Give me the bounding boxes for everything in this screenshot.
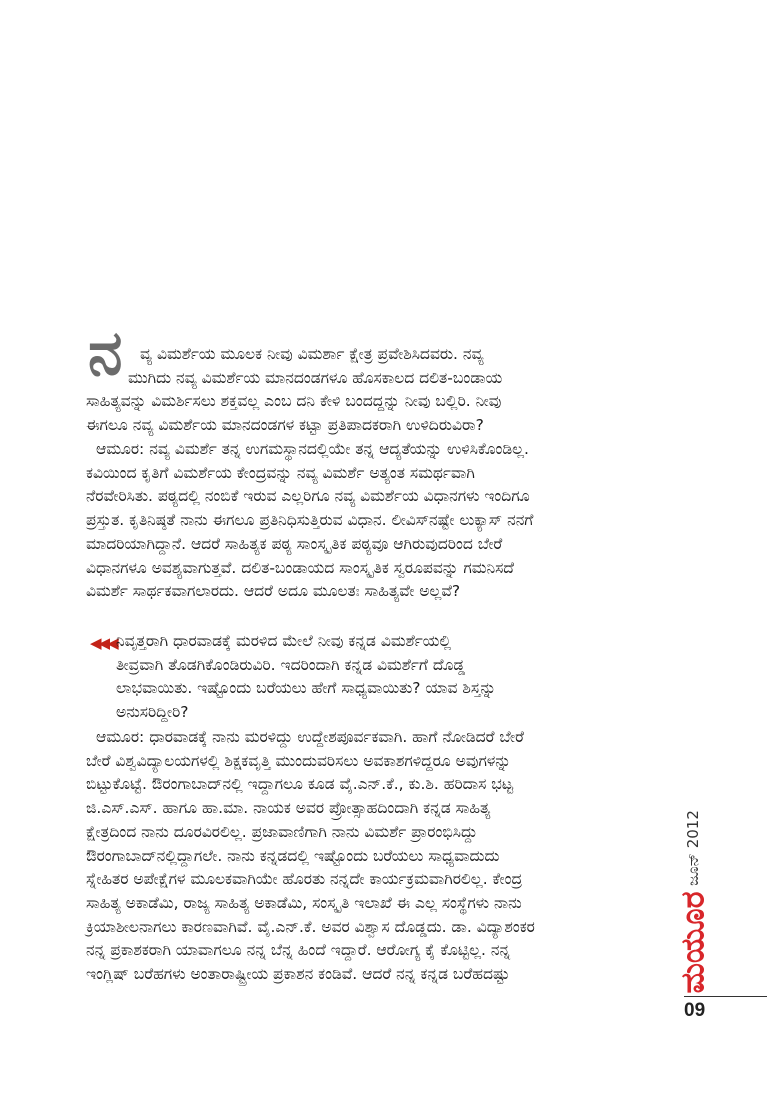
text-line: ಕ್ಷೇತ್ರದಿಂದ ನಾನು ದೂರವಿರಲಿಲ್ಲ. ಪ್ರಜಾವಾಣಿಗಾಗಿ ನಾನು ವಿಮರ್ಶೆ ಪ್ರಾರಂಭಿಸಿದ್ದು xyxy=(86,822,478,841)
text-line: ಜಿ.ಎಸ್.ಎಸ್. ಹಾಗೂ ಹಾ.ಮಾ. ನಾಯಕ ಅವರ ಪ್ರೋತ್ಸಾಹದಿಂದಾಗಿ ಕನ್ನಡ ಸಾಹಿತ್ಯ xyxy=(86,799,491,818)
text-line: ಕವಿಯಿಂದ ಕೃತಿಗೆ ವಿಮರ್ಶೆಯ ಕೇಂದ್ರವನ್ನು ನವ್ಯ ವಿಮರ್ಶೆ ಅತ್ಯಂತ ಸಮರ್ಥವಾಗಿ xyxy=(86,463,475,482)
text-line: ಬಿಟ್ಟುಕೊಟ್ಟೆ. ಔರಂಗಾಬಾದ್‌ನಲ್ಲಿ ಇದ್ದಾಗಲೂ ಕೂಡ ವೈ.ಎನ್.ಕೆ., ಕು.ಶಿ. ಹರಿದಾಸ ಭಟ್ಟ xyxy=(86,775,514,794)
intro-question xyxy=(86,343,666,438)
text-line: ಇಂಗ್ಲಿಷ್ ಬರೆಹಗಳು ಅಂತಾರಾಷ್ಟ್ರೀಯ ಪ್ರಕಾಶನ ಕಂಡಿವೆ. ಆದರೆ ನನ್ನ ಕನ್ನಡ ಬರೆಹದಷ್ಟು xyxy=(86,965,510,984)
text-line: ಆಮೂರ: ಧಾರವಾಡಕ್ಕೆ ನಾನು ಮರಳಿದ್ದು ಉದ್ದೇಶಪೂರ್ವಕವಾಗಿ. ಹಾಗೆ ನೋಡಿದರೆ ಬೇರೆ xyxy=(96,728,524,746)
question-marker-icon: ◀◀◀ xyxy=(90,634,116,652)
interview-question xyxy=(86,630,666,725)
page-number: 09 xyxy=(684,1000,706,1021)
footer-rule xyxy=(684,996,767,997)
text-line: ಲಾಭವಾಯಿತು. ಇಷ್ಟೊಂದು ಬರೆಯಲು ಹೇಗೆ ಸಾಧ್ಯವಾಯಿತು? ಯಾವ ಶಿಸ್ತನ್ನು xyxy=(116,679,497,698)
text-line: ವಿಮರ್ಶೆ ಸಾರ್ಥಕವಾಗಲಾರದು. ಆದರೆ ಅದೂ ಮೂಲತಃ ಸಾಹಿತ್ಯವೇ ಅಲ್ಲವೆ? xyxy=(86,582,461,601)
text-line: ಕ್ರಿಯಾಶೀಲನಾಗಲು ಕಾರಣವಾಗಿವೆ. ವೈ.ಎನ್.ಕೆ. ಅವರ ವಿಶ್ವಾಸ ದೊಡ್ಡದು. ಡಾ. ವಿದ್ಯಾಶಂಕರ xyxy=(86,917,535,936)
text-line: ತೀವ್ರವಾಗಿ ತೊಡಗಿಕೊಂಡಿರುವಿರಿ. ಇದರಿಂದಾಗಿ ಕನ್ನಡ ವಿಮರ್ಶೆಗೆ ದೊಡ್ಡ xyxy=(116,655,465,674)
text-line: ನನ್ನ ಪ್ರಕಾಶಕರಾಗಿ ಯಾವಾಗಲೂ ನನ್ನ ಬೆನ್ನ ಹಿಂದೆ ಇದ್ದಾರೆ. ಆರೋಗ್ಯ ಕೈ ಕೊಟ್ಟಿಲ್ಲ. ನನ್ನ xyxy=(86,941,511,960)
text-line: ಮಾದರಿಯಾಗಿದ್ದಾನೆ. ಆದರೆ ಸಾಹಿತ್ಯಕ ಪಠ್ಯ ಸಾಂಸ್ಕೃತಿಕ ಪಠ್ಯವೂ ಆಗಿರುವುದರಿಂದ ಬೇರೆ xyxy=(86,534,503,553)
text-line: ನೆರವೇರಿಸಿತು. ಪಠ್ಯದಲ್ಲಿ ನಂಬಿಕೆ ಇರುವ ಎಲ್ಲರಿಗೂ ನವ್ಯ ವಿಮರ್ಶೆಯ ವಿಧಾನಗಳು ಇಂದಿಗೂ xyxy=(86,487,530,506)
text-line: ಸ್ನೇಹಿತರ ಅಪೇಕ್ಷೆಗಳ ಮೂಲಕವಾಗಿಯೇ ಹೊರತು ನನ್ನದೇ ಕಾರ್ಯಕ್ರಮವಾಗಿರಲಿಲ್ಲ. ಕೇಂದ್ರ xyxy=(86,870,523,889)
text-line: ಆಮೂರ: ನವ್ಯ ವಿಮರ್ಶೆ ತನ್ನ ಉಗಮಸ್ಥಾನದಲ್ಲಿಯೇ ತನ್ನ ಆದ್ಯತೆಯನ್ನು ಉಳಿಸಿಕೊಂಡಿಲ್ಲ. xyxy=(96,440,529,458)
text-line: ಔರಂಗಾಬಾದ್‌ನಲ್ಲಿದ್ದಾಗಲೇ. ನಾನು ಕನ್ನಡದಲ್ಲಿ ಇಷ್ಟೊಂದು ಬರೆಯಲು ಸಾಧ್ಯವಾದುದು xyxy=(86,846,500,865)
issue-date xyxy=(675,800,711,896)
answer-paragraph-1 xyxy=(86,438,666,604)
magazine-name: ಮಯೂರ xyxy=(673,890,712,994)
answer-paragraph-2 xyxy=(86,726,666,987)
text-line: ಪ್ರಸ್ತುತ. ಕೃತಿನಿಷ್ಠತೆ ನಾನು ಈಗಲೂ ಪ್ರತಿನಿಧಿಸುತ್ತಿರುವ ವಿಧಾನ. ಲೀವಿಸ್‌ನಷ್ಟೇ ಲುಕ್ಯಾಸ್ ನನಗೆ xyxy=(86,511,534,530)
text-line: ಸಾಹಿತ್ಯ ಅಕಾಡೆಮಿ, ರಾಜ್ಯ ಸಾಹಿತ್ಯ ಅಕಾಡೆಮಿ, ಸಂಸ್ಕೃತಿ ಇಲಾಖೆ ಈ ಎಲ್ಲ ಸಂಸ್ಥೆಗಳು ನಾನು xyxy=(86,893,522,912)
magazine-logo xyxy=(664,890,722,994)
drop-cap: ನ xyxy=(88,316,123,389)
text-line: ಮುಗಿದು ನವ್ಯ ವಿಮರ್ಶೆಯ ಮಾನದಂಡಗಳೂ ಹೊಸಕಾಲದ ದಲಿತ-ಬಂಡಾಯ xyxy=(128,368,503,387)
text-line: ಸಾಹಿತ್ಯವನ್ನು ವಿಮರ್ಶಿಸಲು ಶಕ್ತವಲ್ಲ ಎಂಬ ದನಿ ಕೇಳಿ ಬಂದದ್ದನ್ನು ನೀವು ಬಲ್ಲಿರಿ. ನೀವು xyxy=(86,392,502,411)
issue-date-label: ಜೂನ್ 2012 xyxy=(684,810,703,886)
text-line: ವ್ಯ ವಿಮರ್ಶೆಯ ಮೂಲಕ ನೀವು ವಿಮರ್ಶಾ ಕ್ಷೇತ್ರ ಪ್ರವೇಶಿಸಿದವರು. ನವ್ಯ xyxy=(140,345,484,363)
text-line: ಬೇರೆ ವಿಶ್ವವಿದ್ಯಾಲಯಗಳಲ್ಲಿ ಶಿಕ್ಷಕವೃತ್ತಿ ಮುಂದುವರಿಸಲು ಅವಕಾಶಗಳಿದ್ದರೂ ಅವುಗಳನ್ನು xyxy=(86,751,511,770)
text-line: ನಿವೃತ್ತರಾಗಿ ಧಾರವಾಡಕ್ಕೆ ಮರಳಿದ ಮೇಲೆ ನೀವು ಕನ್ನಡ ವಿಮರ್ಶೆಯಲ್ಲಿ xyxy=(116,632,452,650)
text-line: ಈಗಲೂ ನವ್ಯ ವಿಮರ್ಶೆಯ ಮಾನದಂಡಗಳ ಕಟ್ಟಾ ಪ್ರತಿಪಾದಕರಾಗಿ ಉಳಿದಿರುವಿರಾ? xyxy=(86,416,484,435)
text-line: ಅನುಸರಿದ್ದೀರಿ? xyxy=(116,703,189,722)
text-line: ವಿಧಾನಗಳೂ ಅವಶ್ಯವಾಗುತ್ತವೆ. ದಲಿತ-ಬಂಡಾಯದ ಸಾಂಸ್ಕೃತಿಕ ಸ್ವರೂಪವನ್ನು ಗಮನಿಸದೆ xyxy=(86,558,514,577)
